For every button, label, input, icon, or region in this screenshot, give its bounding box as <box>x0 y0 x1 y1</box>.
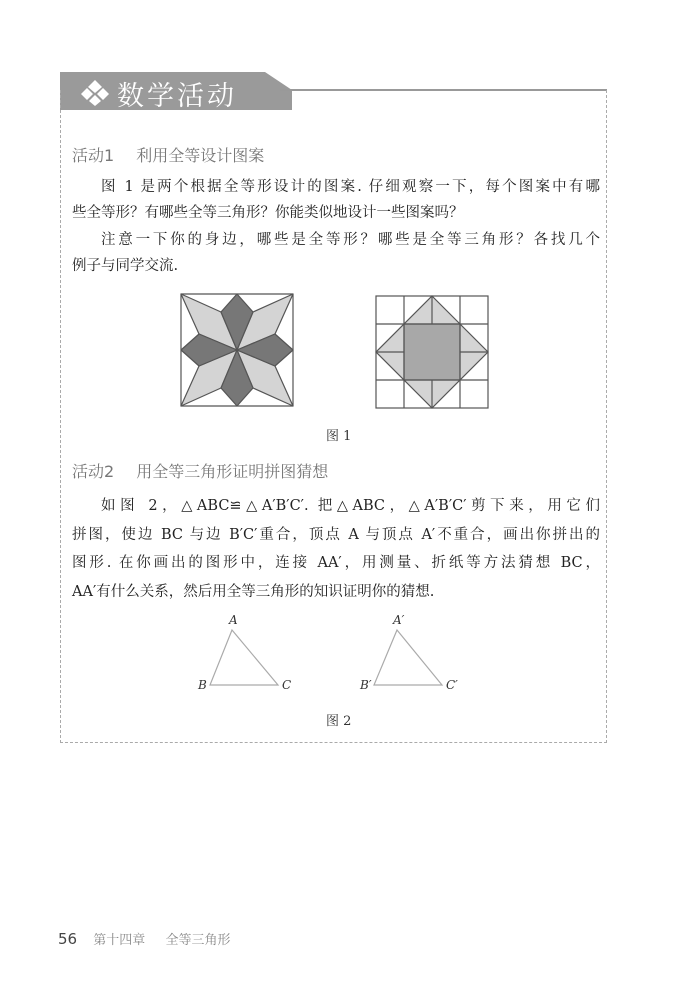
text-line: 些全等形？有哪些全等三角形？你能类似地设计一些图案吗？ <box>72 205 464 221</box>
triangle-a2b2c2 <box>374 630 442 685</box>
activity-title: 利用全等设计图案 <box>136 146 265 165</box>
page-number: 56 <box>58 930 78 948</box>
figure2-caption: 图 2 <box>326 714 352 729</box>
section-title: 数学活动 <box>117 81 237 112</box>
page-footer <box>58 929 231 948</box>
text-line: 例子与同学交流. <box>72 258 179 274</box>
vertex-label-a: A <box>229 613 238 627</box>
vertex-label-c-prime: C′ <box>446 678 458 692</box>
chapter-number: 第十四章 <box>93 933 146 948</box>
text-line: 拼图，使边 BC 与边 B′C′重合，顶点 A 与顶点 A′不重合，画出你拼出的 <box>72 526 600 543</box>
activity-title: 用全等三角形证明拼图猜想 <box>136 462 329 481</box>
text-line: 图 1 是两个根据全等形设计的图案. 仔细观察一下，每个图案中有哪 <box>101 179 600 195</box>
triangle-abc <box>210 630 278 685</box>
vertex-label-b-prime: B′ <box>360 678 372 692</box>
text-line: 图形. 在你画出的图形中，连接 AA′，用测量、折纸等方法猜想 BC， <box>72 555 600 571</box>
activity-label: 活动2 <box>72 462 115 481</box>
activity-label: 活动1 <box>72 146 115 165</box>
vertex-label-b: B <box>198 678 207 692</box>
vertex-label-c: C <box>282 678 292 692</box>
figure1-caption: 图 1 <box>326 429 352 444</box>
text-line: 注意一下你的身边，哪些是全等形？哪些是全等三角形？各找几个 <box>101 232 600 248</box>
text-line: AA′有什么关系，然后用全等三角形的知识证明你的猜想. <box>72 583 435 600</box>
chapter-title: 全等三角形 <box>165 933 231 948</box>
vertex-label-a-prime: A′ <box>393 613 405 627</box>
text-line: 如图 2，△ABC≌△A′B′C′. 把△ABC，△A′B′C′剪下来，用它们 <box>101 498 600 514</box>
